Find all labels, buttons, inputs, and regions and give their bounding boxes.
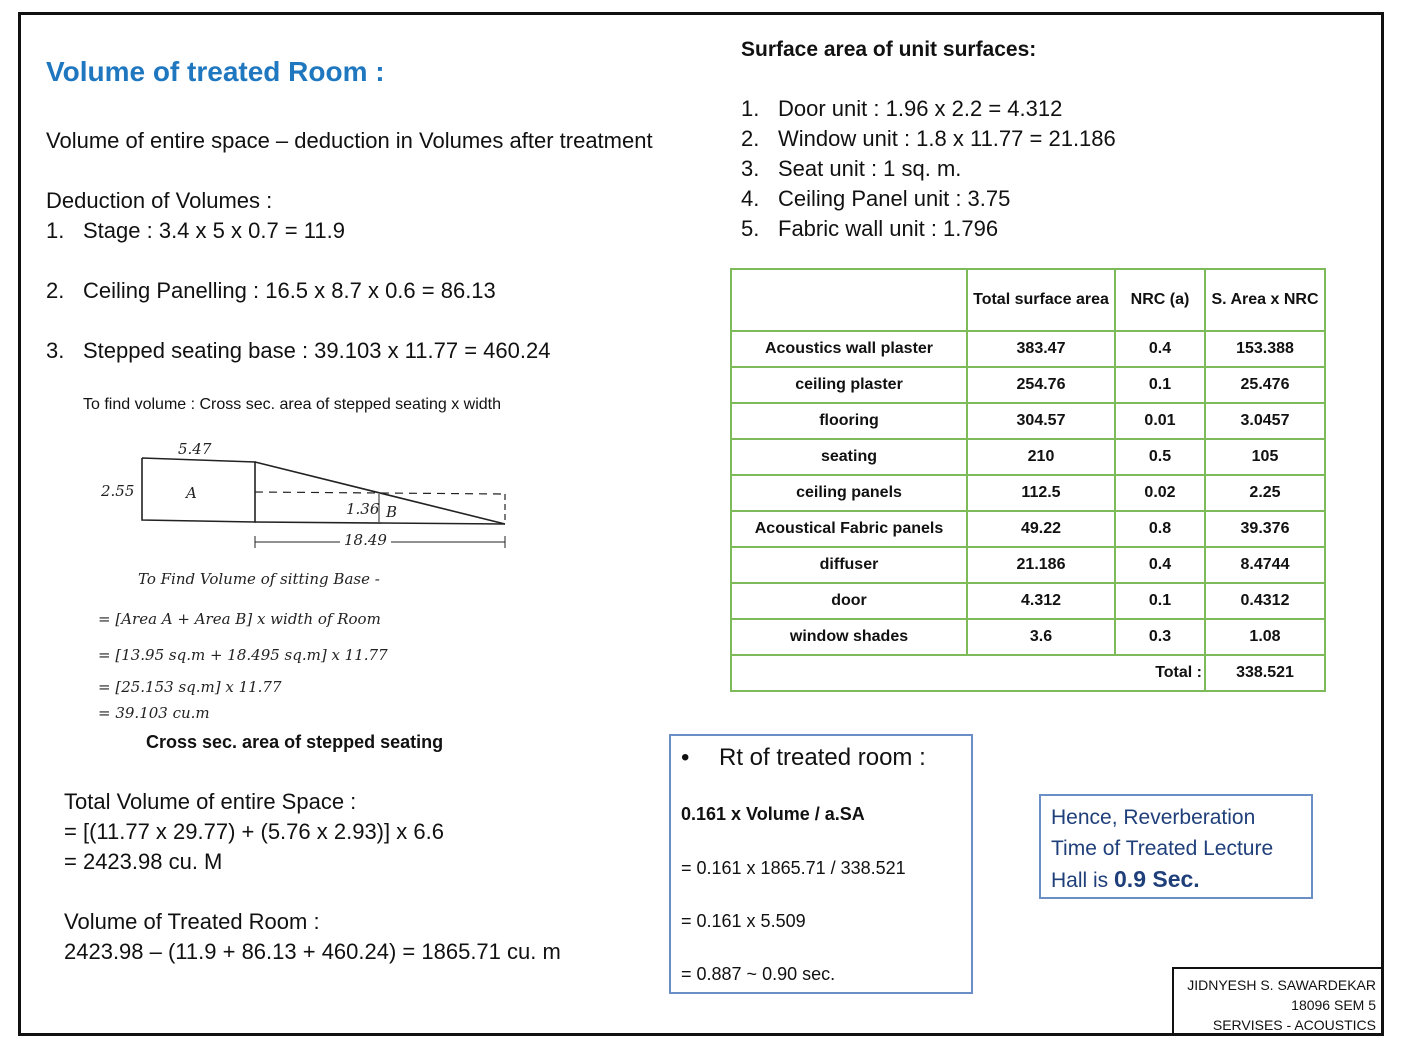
table-cell: 0.4312 [1205, 583, 1325, 619]
treated-volume-line: 2423.98 – (11.9 + 86.13 + 460.24) = 1865.71 cu. m [64, 939, 561, 964]
unit-surface-item: 2. Window unit : 1.8 x 11.77 = 21.186 [741, 126, 1116, 151]
treated-volume-line: Volume of Treated Room : [64, 909, 320, 934]
deduction-item: 3. Stepped seating base : 39.103 x 11.77 = 460.24 [46, 338, 551, 363]
total-volume-line: Total Volume of entire Space : [64, 789, 357, 814]
table-row [731, 547, 1325, 583]
table-cell: 21.186 [967, 547, 1115, 583]
sketch-dim-left: 2.55 [101, 482, 135, 500]
rt-step: = 0.887 ~ 0.90 sec. [681, 964, 836, 984]
table-row [731, 331, 1325, 367]
table-cell: 383.47 [967, 331, 1115, 367]
rt-step: = 0.161 x 1865.71 / 338.521 [681, 858, 906, 878]
table-cell: 0.1 [1115, 583, 1205, 619]
table-row [731, 439, 1325, 475]
total-volume-line: = 2423.98 cu. M [64, 849, 223, 874]
conclusion-line: Hence, Reverberation [1051, 806, 1256, 829]
sketch-calc-line: To Find Volume of sitting Base - [138, 570, 380, 588]
table-cell: seating [731, 439, 967, 475]
table-cell: diffuser [731, 547, 967, 583]
unit-surface-item: 1. Door unit : 1.96 x 2.2 = 4.312 [741, 96, 1063, 121]
unit-surface-item: 3. Seat unit : 1 sq. m. [741, 156, 962, 181]
total-label: Total : [731, 655, 1205, 691]
table-header-cell: Total surface area [967, 269, 1115, 331]
author-name: JIDNYESH S. SAWARDEKAR [1187, 977, 1376, 993]
table-cell: 0.01 [1115, 403, 1205, 439]
rt-step: = 0.161 x 5.509 [681, 911, 806, 931]
table-cell: Acoustics wall plaster [731, 331, 967, 367]
rt-calculation-box [669, 734, 973, 994]
sketch-dim-mid: 1.36 [346, 500, 380, 518]
rt-formula: 0.161 x Volume / a.SA [681, 804, 865, 824]
sketch-label-b: B [386, 503, 398, 521]
sketch-calc-line: = [25.153 sq.m] x 11.77 [98, 678, 282, 696]
table-row [731, 475, 1325, 511]
table-total-row [731, 655, 1325, 691]
rt-heading: Rt of treated room : [719, 744, 926, 771]
table-cell: Acoustical Fabric panels [731, 511, 967, 547]
author-id: 18096 SEM 5 [1291, 997, 1376, 1013]
table-cell: 254.76 [967, 367, 1115, 403]
table-cell: 0.4 [1115, 331, 1205, 367]
deduction-item: 1. Stage : 3.4 x 5 x 0.7 = 11.9 [46, 218, 345, 243]
table-cell: 210 [967, 439, 1115, 475]
sketch-calc-line: = [Area A + Area B] x width of Room [98, 610, 381, 628]
table-row [731, 511, 1325, 547]
conclusion-box [1039, 794, 1313, 899]
find-volume-note: To find volume : Cross sec. area of stepped seating x width [83, 396, 501, 413]
conclusion-line: Hall is 0.9 Sec. [1051, 866, 1200, 892]
table-cell: 2.25 [1205, 475, 1325, 511]
deduction-heading: Deduction of Volumes : [46, 188, 273, 213]
table-cell: 0.1 [1115, 367, 1205, 403]
table-cell: 0.02 [1115, 475, 1205, 511]
seating-section-sketch [95, 436, 525, 556]
table-cell: 153.388 [1205, 331, 1325, 367]
table-row [731, 367, 1325, 403]
table-cell: 3.0457 [1205, 403, 1325, 439]
table-cell: 304.57 [967, 403, 1115, 439]
table-cell: 49.22 [967, 511, 1115, 547]
conclusion-line: Time of Treated Lecture [1051, 837, 1274, 860]
table-cell: 39.376 [1205, 511, 1325, 547]
table-cell: 4.312 [967, 583, 1115, 619]
table-cell: 0.5 [1115, 439, 1205, 475]
absorption-table [730, 268, 1326, 692]
total-volume-line: = [(11.77 x 29.77) + (5.76 x 2.93)] x 6.6 [64, 819, 444, 844]
table-cell: 25.476 [1205, 367, 1325, 403]
total-value: 338.521 [1205, 655, 1325, 691]
table-cell: 0.8 [1115, 511, 1205, 547]
unit-surface-list [741, 94, 1116, 244]
page-title: Volume of treated Room : [46, 56, 385, 87]
bullet: • [681, 744, 690, 771]
unit-surface-item: 4. Ceiling Panel unit : 3.75 [741, 186, 1011, 211]
sketch-dim-bottom: 18.49 [340, 531, 391, 549]
sketch-dim-top: 5.47 [178, 440, 212, 458]
deduction-item: 2. Ceiling Panelling : 16.5 x 8.7 x 0.6 = 86.13 [46, 278, 496, 303]
table-cell: door [731, 583, 967, 619]
intro-text: Volume of entire space – deduction in Volumes after treatment [46, 128, 653, 153]
sketch-calc-line: = [13.95 sq.m + 18.495 sq.m] x 11.77 [98, 646, 388, 664]
table-row [731, 619, 1325, 655]
rt-result: 0.9 Sec. [1114, 866, 1200, 892]
table-cell: 0.4 [1115, 547, 1205, 583]
signature-block [1172, 967, 1384, 1036]
table-cell: flooring [731, 403, 967, 439]
table-cell: ceiling panels [731, 475, 967, 511]
table-cell: 105 [1205, 439, 1325, 475]
table-header-cell: S. Area x NRC [1205, 269, 1325, 331]
table-header-cell [731, 269, 967, 331]
unit-surface-item: 5. Fabric wall unit : 1.796 [741, 216, 999, 241]
sketch-calc-line: = 39.103 cu.m [98, 704, 210, 722]
table-row [731, 583, 1325, 619]
table-cell: 8.4744 [1205, 547, 1325, 583]
table-cell: 112.5 [967, 475, 1115, 511]
table-cell: 1.08 [1205, 619, 1325, 655]
table-header-cell: NRC (a) [1115, 269, 1205, 331]
sketch-caption: Cross sec. area of stepped seating [146, 732, 444, 752]
table-cell: 3.6 [967, 619, 1115, 655]
table-cell: window shades [731, 619, 967, 655]
table-row [731, 403, 1325, 439]
surface-heading: Surface area of unit surfaces: [741, 38, 1037, 61]
table-header-row [731, 269, 1325, 331]
table-cell: 0.3 [1115, 619, 1205, 655]
sketch-label-a: A [186, 484, 197, 502]
subject: SERVISES - ACOUSTICS [1212, 1017, 1376, 1033]
table-cell: ceiling plaster [731, 367, 967, 403]
